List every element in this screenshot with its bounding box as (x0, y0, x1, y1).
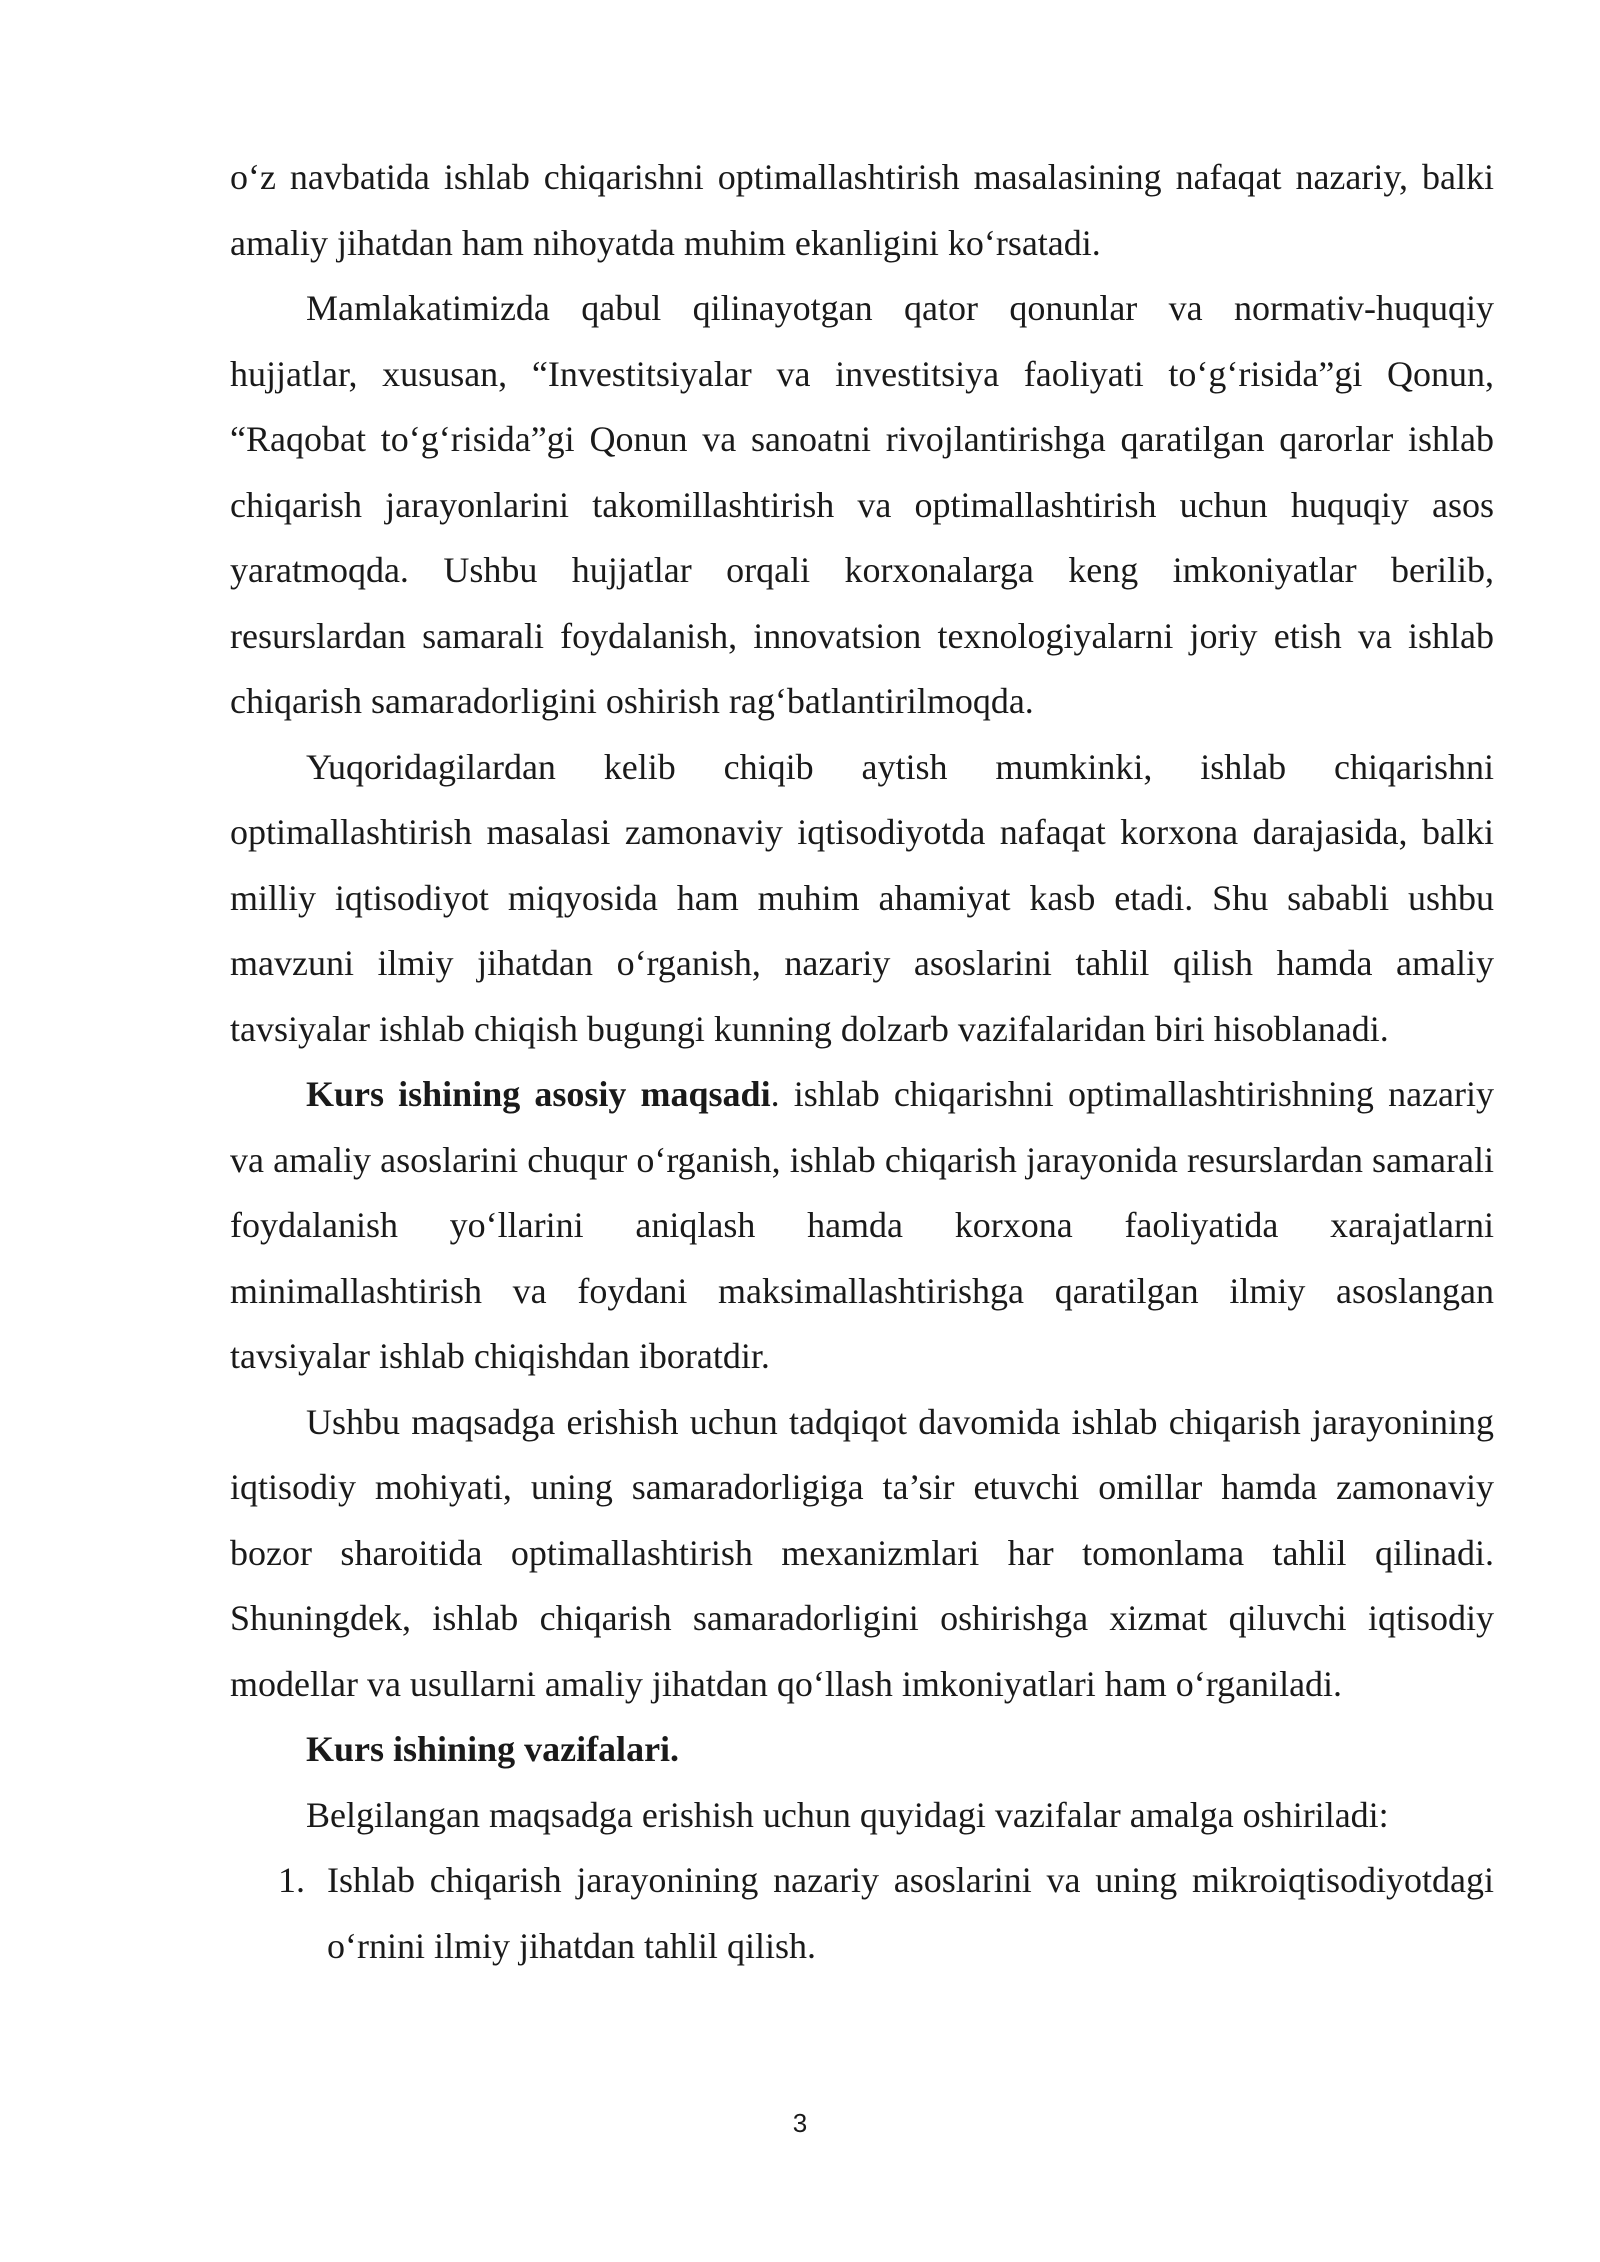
paragraph-tasks-heading (230, 1717, 1494, 1783)
document-page (230, 145, 1494, 1979)
tasks-heading: Kurs ishining vazifalari. (306, 1729, 680, 1769)
list-item-number: 1. (278, 1860, 305, 1900)
paragraph-legislation: Mamlakatimizda qabul qilinayotgan qator qonunlar va normativ-huquqiy hujjatlar, xususan, “Investitsiyalar va investitsiya faoliyati to‘g‘risida”gi Qonun, “Raqobat to‘g‘risida”gi Qonun va sanoatni rivojlantirishga qaratilgan qarorlar ishlab chiqarish jarayonlarini takomillashtirish va optimallashtirish uchun huquqiy asos yaratmoqda. Ushbu hujjatlar orqali korxonalarga keng imkoniyatlar berilib, resurslardan samarali foydalanish, innovatsion texnologiyalarni joriy etish va ishlab chiqarish samaradorligini oshirish rag‘batlantirilmoqda. (230, 288, 1494, 721)
page-number: 3 (792, 2108, 808, 2138)
list-item-text: Ishlab chiqarish jarayonining nazariy asoslarini va uning mikroiqtisodiyotdagi o‘rnini ilmiy jihatdan tahlil qilish. (327, 1860, 1494, 1966)
main-goal-text: . ishlab chiqarishni optimallashtirishning nazariy va amaliy asoslarini chuqur o‘rganish, ishlab chiqarish jarayonida resurslardan samarali foydalanish yo‘llarini aniqlash hamda korxona faoliyatida xarajatlarni minimallashtirish va foydani maksimallashtirishga qaratilgan ilmiy asoslangan tavsiyalar ishlab chiqishdan iboratdir. (230, 1074, 1494, 1376)
paragraph-tasks-intro: Belgilangan maqsadga erishish uchun quyidagi vazifalar amalga oshiriladi: (306, 1794, 1389, 1835)
paragraph-conclusion: Yuqoridagilardan kelib chiqib aytish mumkinki, ishlab chiqarishni optimallashtirish masalasi zamonaviy iqtisodiyotda nafaqat korxona darajasida, balki milliy iqtisodiyot miqyosida ham muhim ahamiyat kasb etadi. Shu sababli ushbu mavzuni ilmiy jihatdan o‘rganish, nazariy asoslarini tahlil qilish hamda amaliy tavsiyalar ishlab chiqish bugungi kunning dolzarb vazifalaridan biri hisoblanadi. (230, 746, 1494, 1049)
list-item (230, 1848, 1494, 1979)
paragraph-continuation: o‘z navbatida ishlab chiqarishni optimallashtirish masalasining nafaqat nazariy, balki amaliy jihatdan ham nihoyatda muhim ekanligini ko‘rsatadi. (230, 157, 1494, 263)
paragraph-research: Ushbu maqsadga erishish uchun tadqiqot davomida ishlab chiqarish jarayonining iqtisodiy mohiyati, uning samaradorligiga ta’sir etuvchi omillar hamda zamonaviy bozor sharoitida optimallashtirish mexanizmlari har tomonlama tahlil qilinadi. Shuningdek, ishlab chiqarish samaradorligini oshirishga xizmat qiluvchi iqtisodiy modellar va usullarni amaliy jihatdan qo‘llash imkoniyatlari ham o‘rganiladi. (230, 1401, 1494, 1704)
tasks-list (230, 1848, 1494, 1979)
paragraph-main-goal (230, 1062, 1494, 1390)
main-goal-heading: Kurs ishining asosiy maqsadi (306, 1074, 771, 1114)
